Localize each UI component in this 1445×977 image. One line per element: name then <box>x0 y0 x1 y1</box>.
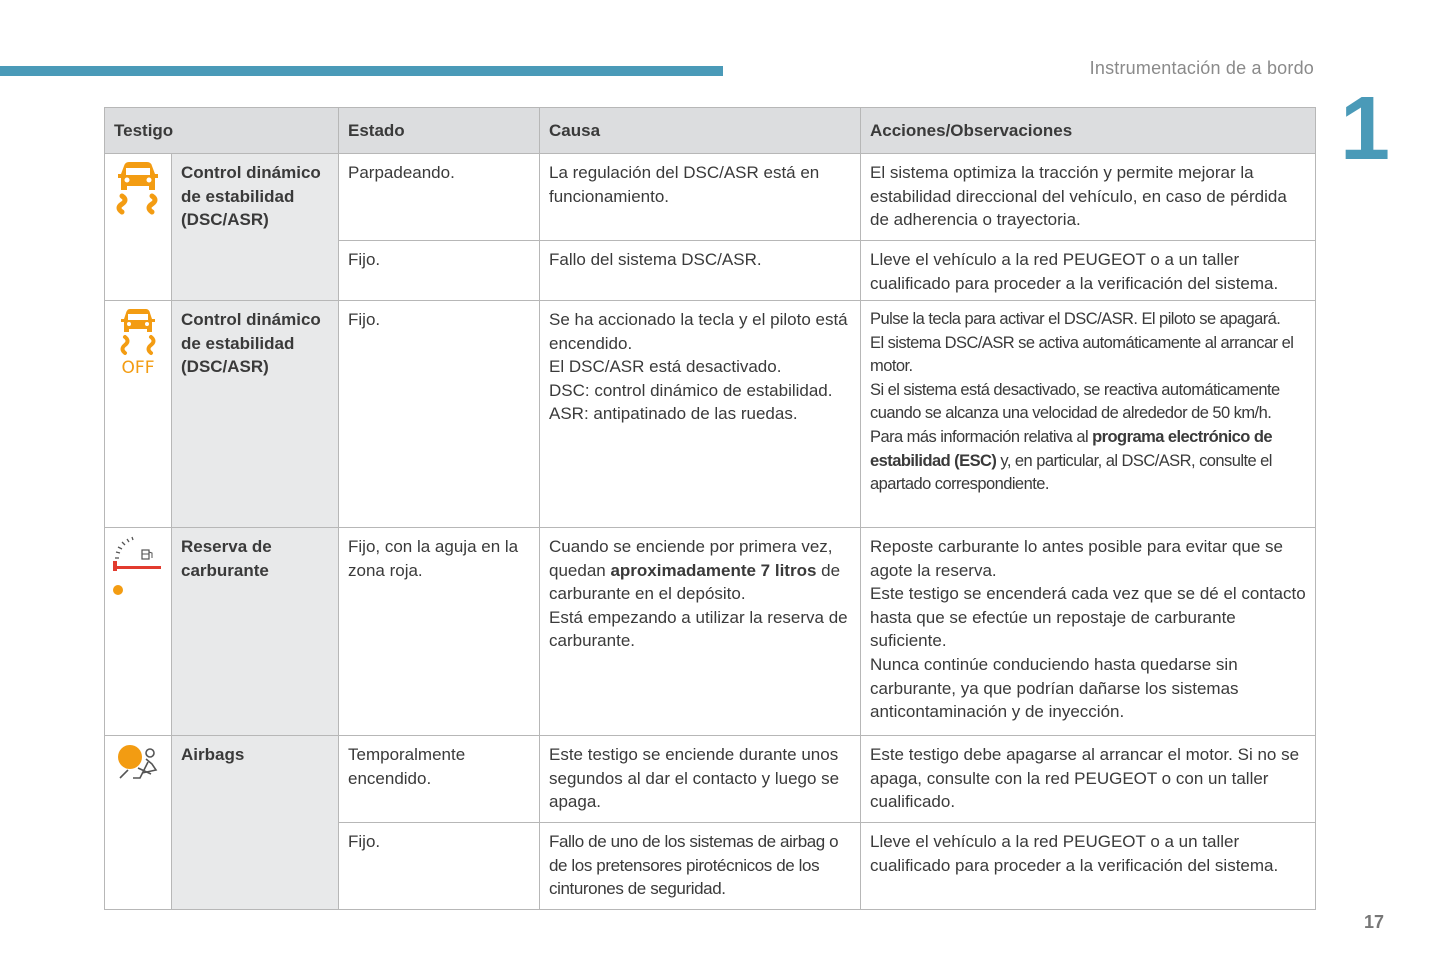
causa-dsc-1: La regulación del DSC/ASR está en funcionamiento. <box>540 154 861 241</box>
estado-dsc-off: Fijo. <box>339 301 540 528</box>
chapter-number: 1 <box>1340 79 1391 179</box>
header-accent-bar <box>0 66 723 76</box>
name-airbags: Airbags <box>172 736 339 910</box>
table-row-fuel <box>105 528 1316 736</box>
dsc-off-icon <box>116 307 160 384</box>
causa-dsc-off-line: El DSC/ASR está desactivado. <box>549 357 782 377</box>
name-fuel: Reserva de carburante <box>172 528 339 736</box>
header-causa: Causa <box>540 108 861 154</box>
causa-text: de carburante en el depósito. <box>549 560 841 604</box>
header-testigo: Testigo <box>105 108 339 154</box>
table-header-row <box>105 108 1316 154</box>
icon-cell-dsc-off <box>105 301 172 528</box>
estado-dsc-1: Parpadeando. <box>339 154 540 241</box>
icon-cell-fuel <box>105 528 172 736</box>
acciones-text: y, en particular, al DSC/ASR, consulte el apartado correspondiente. <box>870 451 1272 494</box>
acciones-text: Para más información relativa al <box>870 427 1093 446</box>
fuel-quantity: aproximadamente 7 litros <box>610 560 817 580</box>
icon-cell-airbags <box>105 736 172 910</box>
estado-airbags-2: Fijo. <box>339 823 540 910</box>
causa-airbags-1: Este testigo se enciende durante unos segundos al dar el contacto y luego se apaga. <box>540 736 861 823</box>
acciones-dsc-off-line: El sistema DSC/ASR se activa automáticamente al arrancar el motor. <box>870 333 1294 376</box>
causa-dsc-off-line: ASR: antipatinado de las ruedas. <box>549 404 798 424</box>
icon-cell-dsc <box>105 154 172 301</box>
causa-dsc-off-line: DSC: control dinámico de estabilidad. <box>549 380 833 400</box>
name-dsc: Control dinámico de estabilidad (DSC/ASR) <box>172 154 339 301</box>
acciones-dsc-off-line: Pulse la tecla para activar el DSC/ASR. El piloto se apagará. <box>870 310 1281 328</box>
acciones-dsc-off-line: Si el sistema está desactivado, se reactiva automáticamente cuando se alcanza una velocidad de alrededor de 50 km/h. <box>870 380 1280 423</box>
fuel-gauge-icon <box>111 534 165 611</box>
causa-airbags-2: Fallo de uno de los sistemas de airbag o de los pretensores pirotécnicos de los cinturones de seguridad. <box>540 823 861 910</box>
esc-reference: programa electrónico de estabilidad (ESC) <box>870 427 1273 470</box>
causa-fuel-line: Está empezando a utilizar la reserva de carburante. <box>549 607 848 651</box>
causa-dsc-2: Fallo del sistema DSC/ASR. <box>540 241 861 301</box>
causa-text: Cuando se enciende por primera vez, quedan <box>549 537 833 580</box>
table-row-airbags-temp <box>105 736 1316 823</box>
dsc-skid-car-icon <box>112 160 164 223</box>
page-number: 17 <box>1364 912 1385 932</box>
section-title: Instrumentación de a bordo <box>1089 58 1314 78</box>
causa-fuel-line <box>549 535 851 606</box>
estado-airbags-1: Temporalmente encendido. <box>339 736 540 823</box>
header-acciones: Acciones/Observaciones <box>861 108 1316 154</box>
table-row-dsc-off <box>105 301 1316 528</box>
acciones-airbags-1: Este testigo debe apagarse al arrancar el motor. Si no se apaga, consulte con la red PEUGEOT o con un taller cualificado. <box>861 736 1316 823</box>
table-row-dsc-flashing <box>105 154 1316 241</box>
acciones-dsc-off <box>861 301 1316 528</box>
acciones-airbags-2: Lleve el vehículo a la red PEUGEOT o a un taller cualificado para proceder a la verificación del sistema. <box>861 823 1316 910</box>
causa-fuel <box>540 528 861 736</box>
acciones-dsc-1: El sistema optimiza la tracción y permite mejorar la estabilidad direccional del vehículo, en caso de pérdida de adherencia o trayectoria. <box>861 154 1316 241</box>
acciones-fuel-line: Nunca continúe conduciendo hasta quedarse sin carburante, ya que podrían dañarse los sistemas anticontaminación y de inyección. <box>870 654 1239 722</box>
estado-fuel: Fijo, con la aguja en la zona roja. <box>339 528 540 736</box>
airbag-icon <box>114 742 162 795</box>
acciones-fuel <box>861 528 1316 736</box>
causa-dsc-off <box>540 301 861 528</box>
causa-dsc-off-line: Se ha accionado la tecla y el piloto está encendido. <box>549 310 848 353</box>
acciones-dsc-2: Lleve el vehículo a la red PEUGEOT o a un taller cualificado para proceder a la verificación del sistema. <box>861 241 1316 301</box>
acciones-fuel-line: Este testigo se encenderá cada vez que se dé el contacto hasta que se efectúe un repostaje de carburante suficiente. <box>870 584 1306 651</box>
acciones-dsc-off-line <box>870 426 1306 497</box>
name-dsc-off: Control dinámico de estabilidad (DSC/ASR) <box>172 301 339 528</box>
warning-lights-table <box>104 107 1316 910</box>
estado-dsc-2: Fijo. <box>339 241 540 301</box>
dsc-off-icon-text: OFF <box>121 358 155 377</box>
header-estado: Estado <box>339 108 540 154</box>
acciones-fuel-line: Reposte carburante lo antes posible para evitar que se agote la reserva. <box>870 537 1283 580</box>
